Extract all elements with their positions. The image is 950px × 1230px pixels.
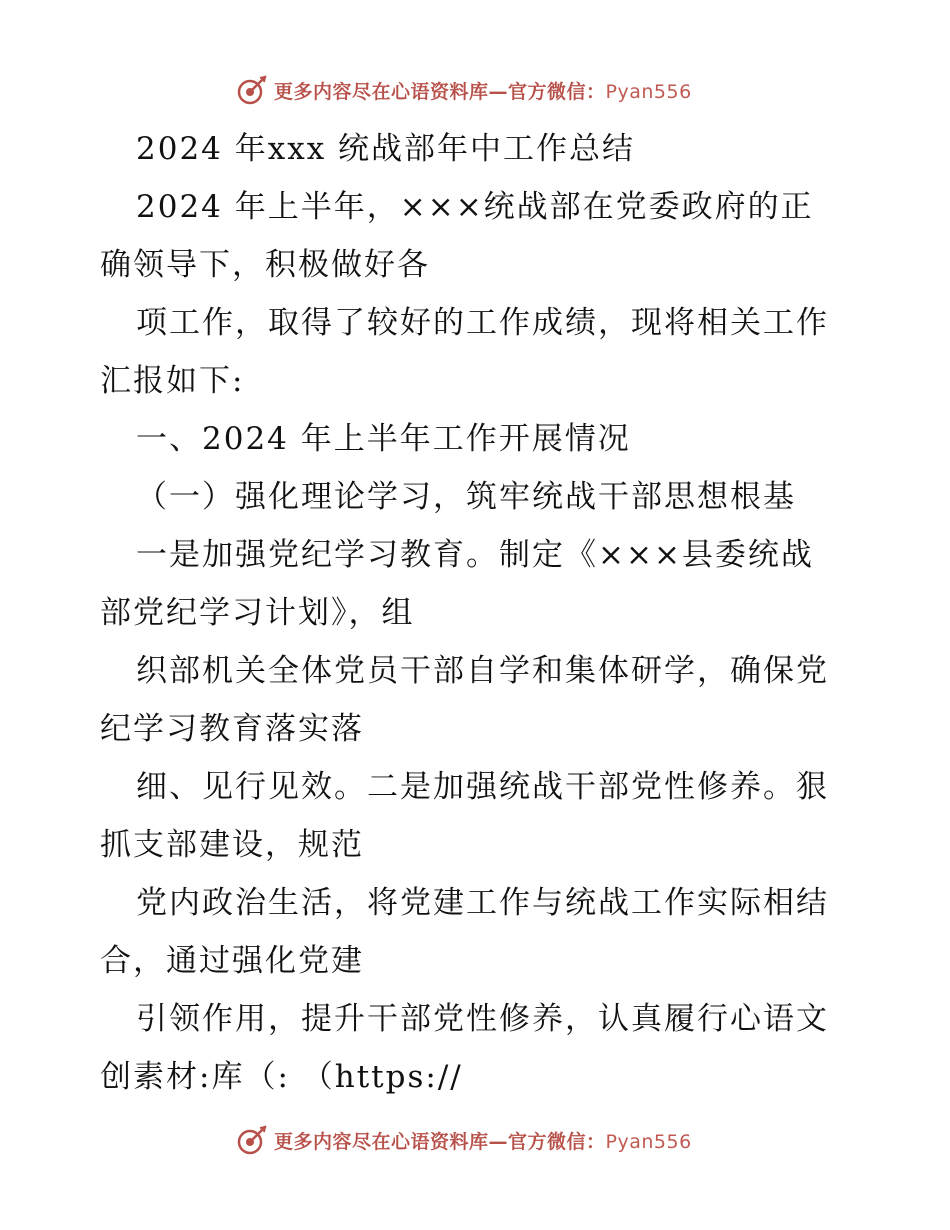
paragraph-line: 2024 年上半年，×××统战部在党委政府的正 — [136, 189, 814, 225]
watermark-label: 更多内容尽在心语资料库—官方微信： — [274, 1130, 606, 1153]
watermark-label: 更多内容尽在心语资料库—官方微信： — [274, 80, 606, 103]
watermark-footer — [236, 1122, 692, 1158]
red-quill-logo-icon — [236, 74, 268, 106]
paragraph-line: 项工作，取得了较好的工作成绩，现将相关工作 — [136, 305, 829, 341]
document-body — [100, 120, 860, 1106]
paragraph-line: 党内政治生活，将党建工作与统战工作实际相结 — [136, 885, 829, 921]
paragraph-line: 一是加强党纪学习教育。制定《×××县委统战 — [136, 537, 814, 573]
paragraph-line: 部党纪学习计划》，组 — [100, 595, 415, 631]
document-title: 2024 年xxx 统战部年中工作总结 — [136, 131, 636, 167]
paragraph-line: 抓支部建设，规范 — [100, 827, 364, 863]
paragraph-line: 创素材:库（: （https:// — [100, 1059, 463, 1095]
paragraph-line: 纪学习教育落实落 — [100, 711, 364, 747]
watermark-handle: Pyan556 — [605, 80, 692, 103]
red-quill-logo-icon — [236, 1124, 268, 1156]
watermark-text — [274, 1127, 692, 1154]
paragraph-line: 引领作用，提升干部党性修养，认真履行心语文 — [136, 1001, 829, 1037]
section-heading: 一、2024 年上半年工作开展情况 — [136, 421, 631, 457]
subsection-heading: （一）强化理论学习，筑牢统战干部思想根基 — [136, 479, 796, 515]
paragraph-line: 细、见行见效。二是加强统战干部党性修养。狠 — [136, 769, 829, 805]
watermark-header — [236, 72, 692, 108]
watermark-text — [274, 77, 692, 104]
paragraph-line: 合，通过强化党建 — [100, 943, 364, 979]
paragraph-line: 确领导下，积极做好各 — [100, 247, 430, 283]
paragraph-line: 汇报如下: — [100, 363, 245, 399]
watermark-handle: Pyan556 — [605, 1130, 692, 1153]
paragraph-line: 织部机关全体党员干部自学和集体研学，确保党 — [136, 653, 829, 689]
